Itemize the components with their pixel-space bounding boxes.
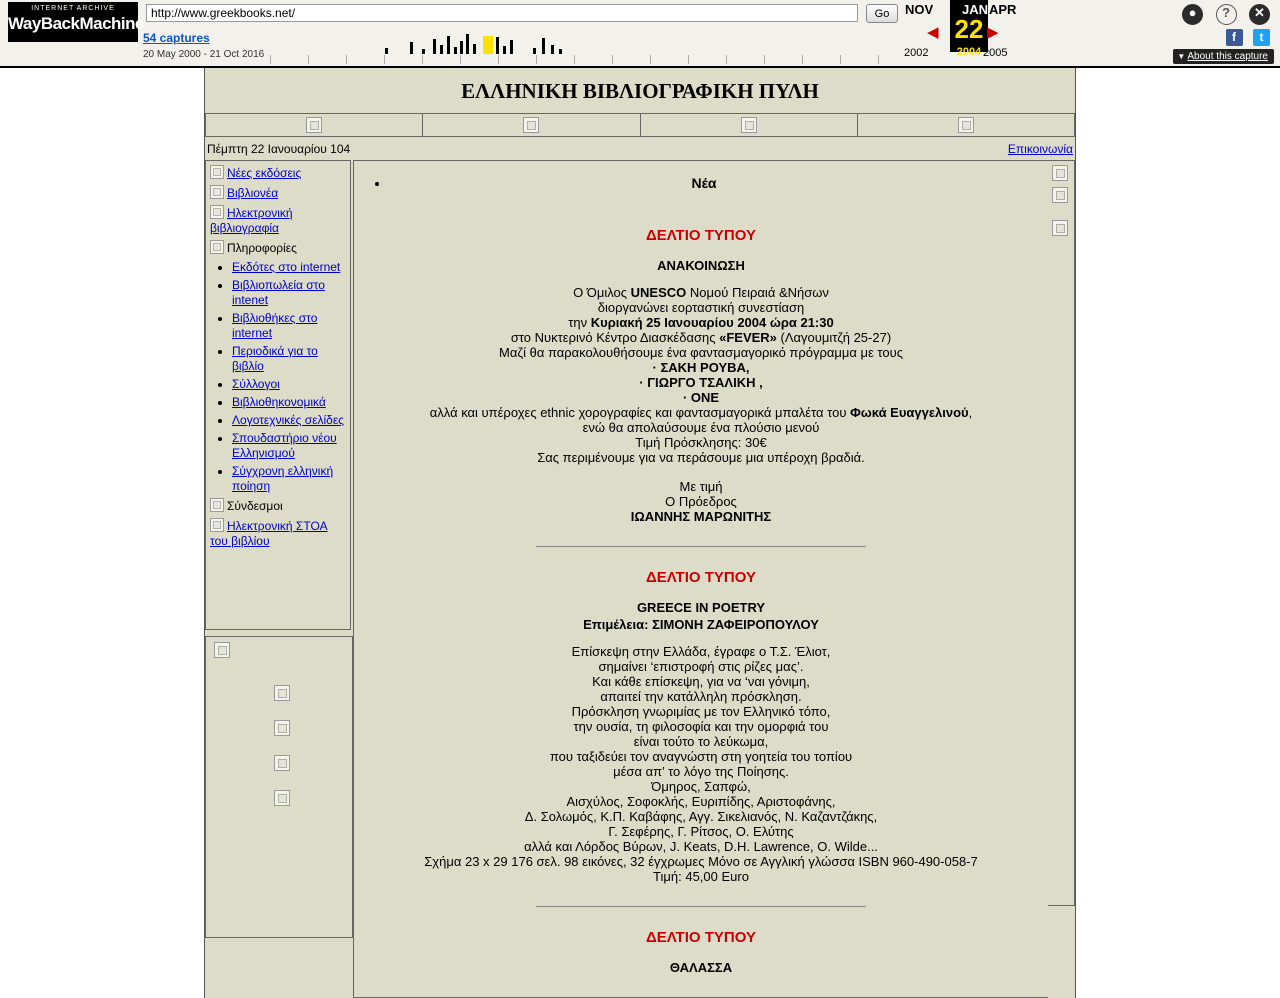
broken-image-icon [958,117,974,133]
left-column [205,160,353,938]
press2-line: Δ. Σολωμός, Κ.Π. Καβάφης, Αγγ. Σικελιανός, Ν. Καζαντζάκης, [524,809,878,824]
sidebar-item-new-editions[interactable] [210,165,348,181]
close-icon[interactable]: ✕ [1249,4,1270,25]
broken-image-icon[interactable] [1052,220,1068,236]
sidebar-sub-label[interactable]: Βιβλιοθήκες στο internet [232,311,318,340]
press2-line: Σχήμα 23 x 29 176 σελ. 98 εικόνες, 32 έγχρωμες Μόνο σε Αγγλική γλώσσα ISBN 960-490-058-7 [424,854,978,869]
press2-line: αλλά και Λόρδος Βύρων, J. Keats, D.H. Lawrence, O. Wilde... [524,839,878,854]
press1-line4 [364,330,1038,345]
twitter-share-icon[interactable]: t [1253,29,1270,46]
list-item[interactable] [232,278,348,308]
broken-image-icon[interactable] [274,720,290,736]
month-prev-label[interactable]: NOV [905,2,934,17]
broken-image-icon [523,117,539,133]
about-this-capture-button[interactable] [1173,49,1274,64]
list-item [390,175,1038,191]
logo-top-text: INTERNET ARCHIVE [31,5,115,12]
sidebar-sublist [210,260,348,494]
user-account-icon[interactable]: ● [1182,4,1203,25]
press1-sign-1: Με τιμή [679,479,723,494]
current-year-label: 2004 [956,46,982,58]
divider [536,546,866,547]
sidebar-sub-label[interactable]: Βιβλιοθηκονομικά [232,395,326,409]
sidebar-item-label: Πληροφορίες [227,241,297,255]
broken-image-icon[interactable] [1052,165,1068,181]
bullet-image-icon [210,518,224,532]
sidebar-item-information[interactable] [210,240,348,256]
press1-line8: Τιμή Πρόσκλησης: 30€ [635,435,767,450]
contact-link[interactable]: Επικοινωνία [1007,142,1073,156]
press1-artist-2: · ΓΙΩΡΓΟ ΤΣΑΛΙΚΗ , [639,375,763,390]
year-prev-label[interactable]: 2002 [904,47,929,59]
captures-count-link[interactable]: 54 captures [143,31,210,45]
navbar-cell-4[interactable] [858,114,1074,136]
bullet-image-icon [210,205,224,219]
press1-line1-c: Νομού Πειραιά &Νήσων [686,285,829,300]
press1-line7: ενώ θα απολαύσουμε ένα πλούσιο μενού [582,420,820,435]
press2-line: μέσα απ’ το λόγο της Ποίησης. [613,764,789,779]
list-item[interactable] [232,413,348,428]
bullet-image-icon [210,185,224,199]
sidebar-sub-label[interactable]: Σύγχρονη ελληνική ποίηση [232,464,334,493]
press2-line: Επίσκεψη στην Ελλάδα, έγραφε ο Τ.Σ. Έλιοτ, [571,644,831,659]
list-item[interactable] [232,464,348,494]
sidebar-banner-box [205,636,353,938]
press2-line: Όμηρος, Σαπφώ, [651,779,751,794]
broken-image-icon [741,117,757,133]
help-icon[interactable]: ? [1216,4,1237,25]
press2-line: την ουσία, τη φιλοσοφία και την ομορφιά του [573,719,829,734]
bullet-image-icon [210,498,224,512]
current-date-label: Πέμπτη 22 Ιανουαρίου 104 [207,142,351,156]
toolbar-icons [1174,4,1270,25]
content-row [205,160,1075,998]
press1-line1-b: UNESCO [630,285,687,300]
month-current-label: JAN [962,2,989,17]
date-and-contact-bar [205,137,1075,160]
press1-artist-1: · ΣΑΚΗ ΡΟΥΒΑ, [652,360,750,375]
press1-line4-a: στο Νυκτερινό Κέντρο Διασκέδασης [510,330,720,345]
press1-line3-a: την [568,315,591,330]
press2-line: Πρόσκληση γνωριμίας με τον Ελληνικό τόπο, [571,704,831,719]
news-bullet-list [364,175,1038,191]
press1-line4-b: «FEVER» [719,330,777,345]
press1-line2: διοργανώνει εορταστική συνεστίαση [597,300,805,315]
chevron-down-icon: ▼ [1177,52,1186,61]
press-release-1-body [364,285,1038,524]
press1-line6-a: αλλά και υπέροχες ethnic χορογραφίες και φαντασμαγορικά μπαλέτα του [429,405,851,420]
navbar-cell-1[interactable] [206,114,423,136]
sidebar-item-e-stoa[interactable] [210,518,348,549]
next-capture-arrow-icon[interactable]: ▶ [987,24,999,41]
press1-line6-c: , [968,405,973,420]
press1-line1-a: Ο Όμιλος [573,285,631,300]
sidebar-item-label[interactable]: Ηλεκτρονική ΣΤΟΑ του βιβλίου [210,519,328,548]
captures-sparkline[interactable] [270,26,890,64]
press-release-2-subtitle-2: Επιμέλεια: ΣΙΜΟΝΗ ΖΑΦΕΙΡΟΠΟΥΛΟΥ [583,617,819,632]
press2-line: Γ. Σεφέρης, Γ. Ρίτσος, Ο. Ελύτης [608,824,794,839]
press-release-1-title: ΔΕΛΤΙΟ ΤΥΠΟΥ [646,227,756,244]
press-release-1-subtitle: ΑΝΑΚΟΙΝΩΣΗ [657,258,745,273]
bullet-image-icon [210,240,224,254]
press1-line1 [364,285,1038,300]
press2-line: που ταξιδεύει τον αναγνώστη στη γοητεία του τοπίου [549,749,853,764]
sidebar-item-label[interactable]: Βιβλιονέα [227,186,279,200]
press1-line9: Σας περιμένουμε για να περάσουμε μια υπέροχη βραδιά. [537,450,865,465]
bullet-image-icon [210,165,224,179]
right-rail [1048,160,1075,906]
broken-image-icon [306,117,322,133]
sidebar-sub-label[interactable]: Σπουδαστήριο νέου Ελληνισμού [232,431,337,460]
press-release-3-title: ΔΕΛΤΙΟ ΤΥΠΟΥ [646,929,756,946]
list-item[interactable] [232,431,348,461]
press2-line: Και κάθε επίσκεψη, για να ‘ναι γόνιμη, [592,674,810,689]
press1-artist-3: · ONE [682,390,720,405]
sidebar-item-e-bibliography[interactable] [210,205,348,236]
navbar-cell-2[interactable] [423,114,640,136]
broken-image-icon[interactable] [274,685,290,701]
sidebar-item-label[interactable]: Νέες εκδόσεις [227,166,302,180]
sidebar-item-label: Σύνδεσμοι [227,499,283,513]
sidebar-sub-label[interactable]: Λογοτεχνικές σελίδες [232,413,344,427]
wayback-logo[interactable] [8,2,144,42]
date-navigation[interactable] [905,0,1135,66]
logo-main-text: WayBackMachine [8,14,144,33]
press-release-3-subtitle: ΘΑΛΑΣΣΑ [669,960,733,975]
press1-line6 [364,405,1038,420]
sidebar-sub-label[interactable]: Βιβλιοπωλεία στο intenet [232,278,325,307]
sidebar-sub-label[interactable]: Περιοδικά για το βιβλίο [232,344,318,373]
press-release-2-body [364,644,1038,884]
list-item[interactable] [232,344,348,374]
wayback-toolbar [0,0,1280,68]
press-release-2-subtitle-1: GREECE IN POETRY [636,600,766,615]
press1-line3-b: Κυριακή 25 Ιανουαρίου 2004 ώρα 21:30 [590,315,834,330]
press2-line: Τιμή: 45,00 Euro [653,869,749,884]
list-item[interactable] [232,377,348,392]
month-next-label[interactable]: APR [989,2,1017,17]
press2-line: Αισχύλος, Σοφοκλής, Ευριπίδης, Αριστοφάνης, [566,794,836,809]
broken-image-icon[interactable] [274,755,290,771]
social-share-icons [1220,28,1270,46]
url-input[interactable] [146,4,858,22]
press1-line3 [364,315,1038,330]
news-heading: • Νέα [691,175,717,191]
list-item[interactable] [232,395,348,410]
sidebar-sub-label[interactable]: Σύλλογοι [232,377,280,391]
year-next-label[interactable]: 2005 [983,47,1008,59]
capture-date-range: 20 May 2000 - 21 Oct 2016 [143,49,265,60]
press2-line: σημαίνει ‘επιστροφή στις ρίζες μας’. [598,659,804,674]
press-release-2-title: ΔΕΛΤΙΟ ΤΥΠΟΥ [646,569,756,586]
go-button[interactable]: Go [866,4,898,23]
site-container [204,68,1076,998]
site-navbar[interactable] [205,113,1075,137]
prev-capture-arrow-icon[interactable]: ◀ [927,24,939,41]
sidebar-item-label[interactable]: Ηλεκτρονική βιβλιογραφία [210,206,293,235]
broken-image-icon[interactable] [1052,187,1068,203]
navbar-cell-3[interactable] [641,114,858,136]
broken-image-icon[interactable] [214,642,230,658]
press1-line5: Μαζί θα παρακολουθήσουμε ένα φαντασμαγορικό πρόγραμμα με τους [499,345,903,360]
facebook-share-icon[interactable]: f [1226,29,1243,46]
divider [536,906,866,907]
press2-line: απαιτεί την κατάλληλη πρόσκληση. [600,689,802,704]
press1-sign-2: Ο Πρόεδρος [665,494,737,509]
archived-page [0,68,1280,975]
sidebar-nav [205,160,351,630]
sidebar-item-vivlionea[interactable] [210,185,348,201]
press2-line: είναι τούτο το λεύκωμα, [633,734,769,749]
broken-image-icon[interactable] [274,790,290,806]
sidebar-item-links[interactable] [210,498,348,514]
main-content [353,160,1048,998]
press1-line6-b: Φωκά Ευαγγελινού [850,405,969,420]
current-day-label: 22 [954,14,984,44]
list-item[interactable] [232,260,348,275]
press1-line4-c: (Λαγουμιτζή 25-27) [776,330,892,345]
page-title: ΕΛΛΗΝΙΚΗ ΒΙΒΛΙΟΓΡΑΦΙΚΗ ΠΥΛΗ [461,79,819,103]
sidebar-sub-label[interactable]: Εκδότες στο internet [232,260,341,274]
about-this-capture-label: About this capture [1187,51,1268,62]
press1-sign-3: ΙΩΑΝΝΗΣ ΜΑΡΩΝΙΤΗΣ [630,509,772,524]
list-item[interactable] [232,311,348,341]
